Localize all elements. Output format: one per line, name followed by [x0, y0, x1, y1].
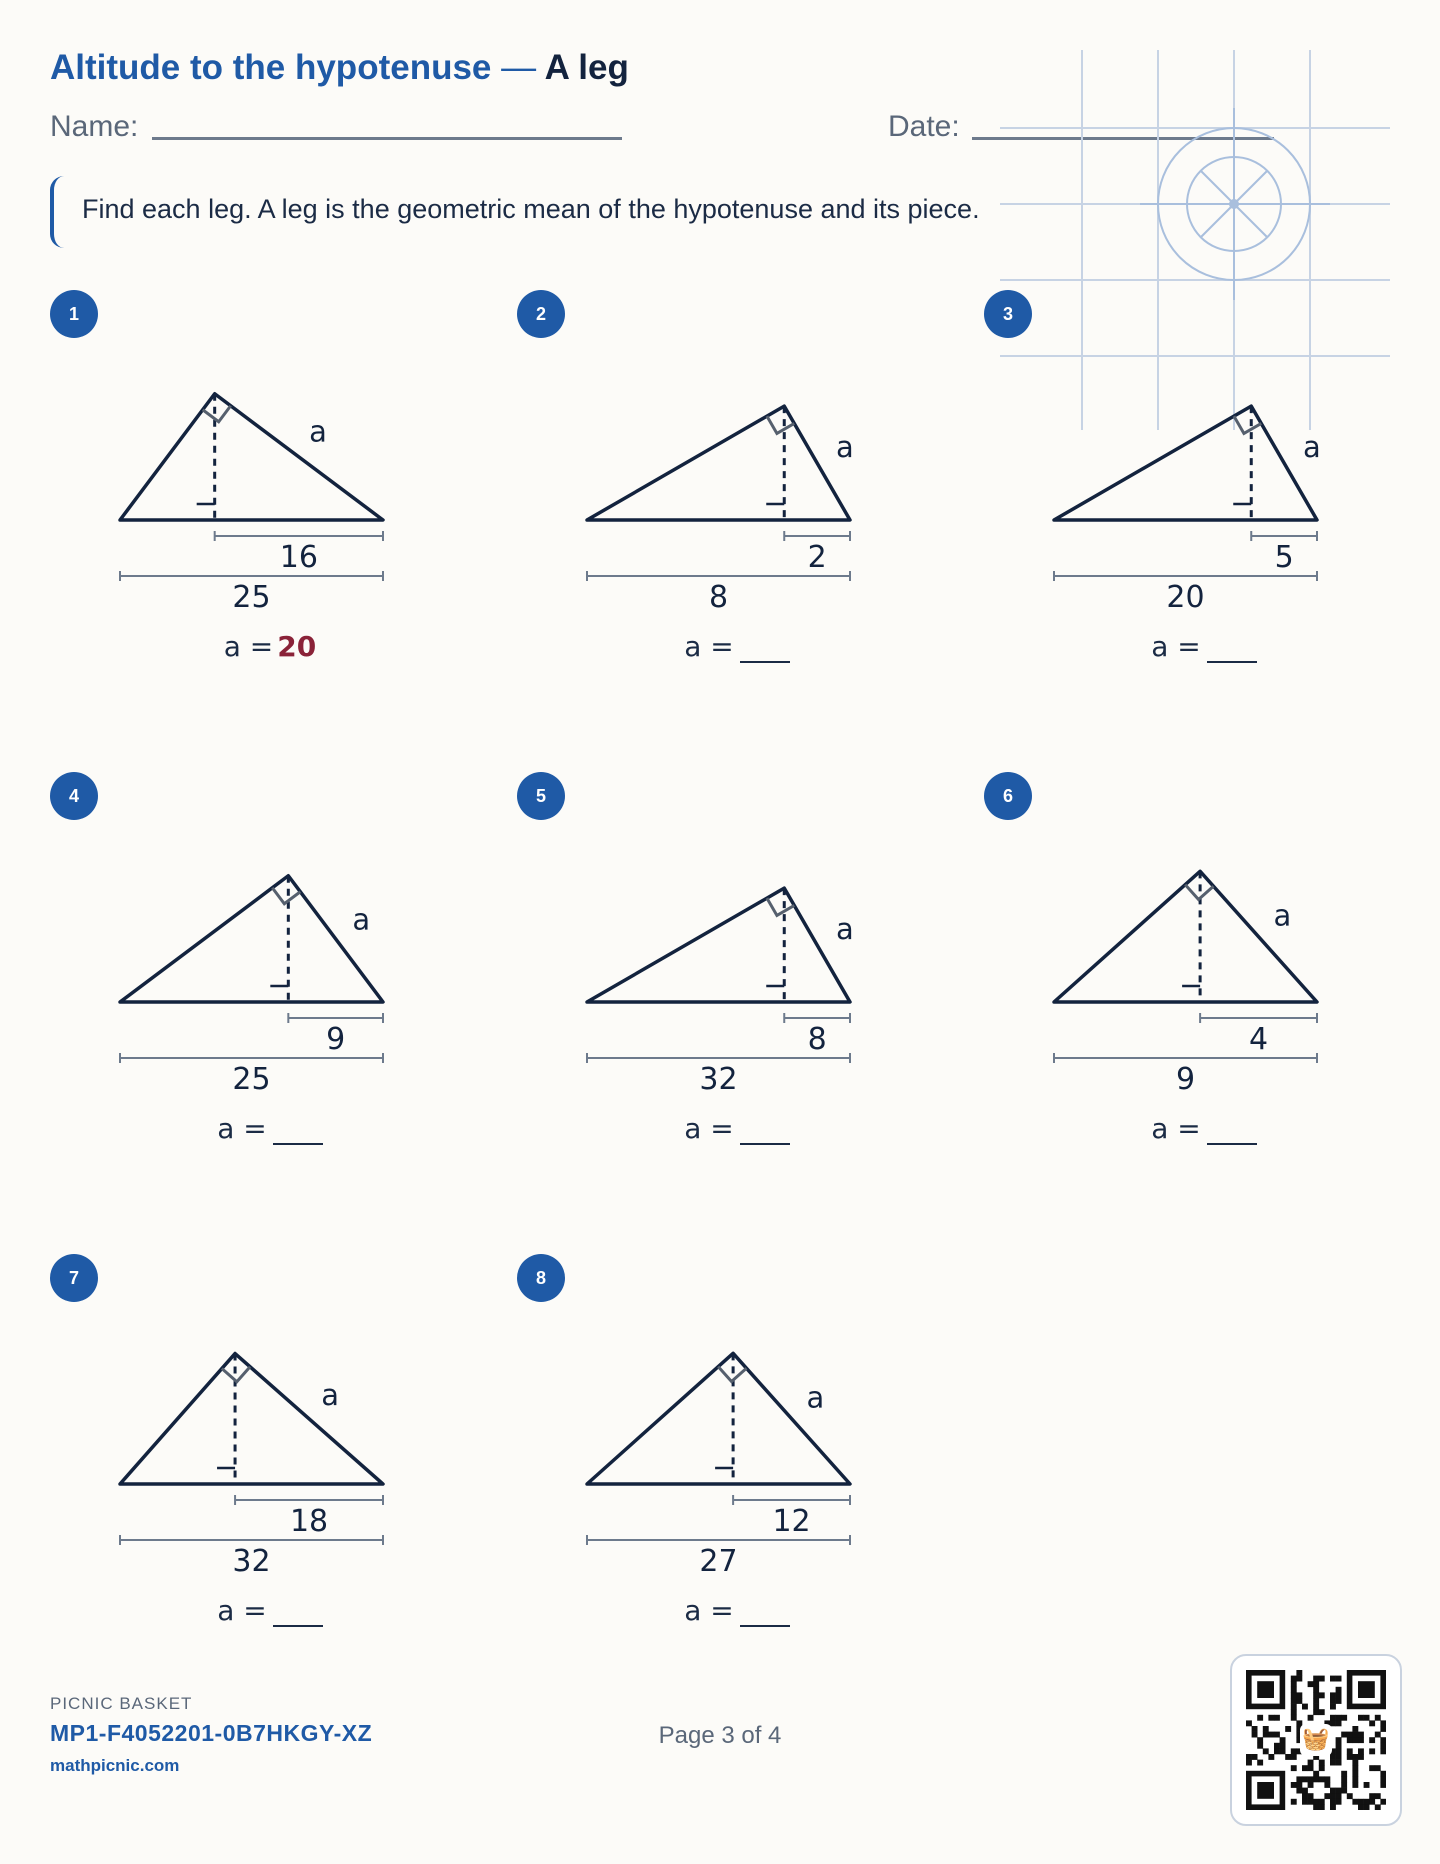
qr-code[interactable]: [1230, 1654, 1402, 1826]
problem-card: [517, 1254, 957, 1714]
footer-code: MP1-F4052201-0B7HKGY-XZ: [50, 1720, 373, 1746]
basket-icon: 🧺: [1300, 1724, 1332, 1756]
piece-length-label: 8: [807, 1022, 827, 1057]
name-label: Name:: [50, 110, 139, 143]
hypotenuse-length-label: 25: [232, 580, 271, 615]
answer-blank[interactable]: [740, 1595, 790, 1627]
triangle-figure: [50, 1254, 490, 1594]
piece-length-label: 4: [1249, 1022, 1269, 1057]
page-number: Page 3 of 4: [658, 1722, 782, 1749]
footer-url[interactable]: mathpicnic.com: [50, 1756, 180, 1775]
problem-card: [984, 290, 1424, 750]
answer-blank[interactable]: [740, 1113, 790, 1145]
leg-label: a: [806, 1380, 825, 1415]
apex-right-angle-marker: [203, 406, 231, 422]
hypotenuse-length-label: 9: [1175, 1062, 1196, 1097]
answer-label: a =: [684, 1112, 734, 1145]
right-triangle: [587, 888, 850, 1002]
answer-label: a =: [217, 1112, 267, 1145]
answer-blank[interactable]: [740, 631, 790, 663]
answer-label: a =: [223, 630, 274, 663]
triangle-figure: [984, 772, 1424, 1112]
title-main: Altitude to the hypotenuse: [50, 48, 492, 87]
answer-label: a =: [1151, 1112, 1201, 1145]
date-label: Date:: [888, 110, 960, 143]
right-triangle: [1054, 406, 1317, 520]
title-dash: —: [501, 48, 537, 87]
answer-row: [50, 1112, 490, 1145]
instruction-text: Find each leg. A leg is the geometric mean of the hypotenuse and its piece.: [82, 194, 980, 224]
piece-length-label: 18: [289, 1504, 329, 1539]
leg-label: a: [835, 912, 854, 947]
problem-number: 2: [517, 290, 565, 338]
piece-length-label: 5: [1274, 540, 1294, 575]
name-field[interactable]: [152, 137, 622, 140]
leg-label: a: [309, 414, 327, 449]
problem-number: 8: [517, 1254, 565, 1302]
leg-label: a: [352, 902, 371, 937]
answer-row: [50, 630, 490, 663]
worksheet-title: [50, 48, 629, 88]
right-triangle: [120, 394, 383, 520]
triangle-figure: [517, 1254, 957, 1594]
answer-row: [50, 1594, 490, 1627]
instruction-box: [50, 176, 1100, 248]
answer-blank[interactable]: [1207, 1113, 1257, 1145]
answer-row: [517, 1112, 957, 1145]
triangle-figure: [50, 290, 490, 630]
answer-row: [984, 1112, 1424, 1145]
problem-number: 1: [50, 290, 98, 338]
piece-length-label: 16: [279, 540, 318, 575]
hypotenuse-length-label: 32: [699, 1062, 738, 1097]
answer-blank[interactable]: [273, 1595, 323, 1627]
instruction-bracket: [50, 176, 68, 248]
footer-brand: PICNIC BASKET: [50, 1694, 193, 1713]
problem-number: 5: [517, 772, 565, 820]
problem-number: 7: [50, 1254, 98, 1302]
answer-label: a =: [217, 1594, 267, 1627]
triangle-figure: [517, 290, 957, 630]
problem-card: [50, 772, 490, 1232]
answer-row: [517, 1594, 957, 1627]
right-triangle: [120, 876, 383, 1002]
leg-label: a: [1273, 898, 1292, 933]
right-triangle: [587, 406, 850, 520]
leg-label: a: [1302, 430, 1321, 465]
triangle-figure: [517, 772, 957, 1112]
leg-label: a: [835, 430, 854, 465]
triangle-figure: [50, 772, 490, 1112]
piece-length-label: 2: [807, 540, 827, 575]
hypotenuse-length-label: 32: [232, 1544, 271, 1579]
hypotenuse-length-label: 27: [699, 1544, 738, 1579]
answer-blank[interactable]: [273, 1113, 323, 1145]
problem-number: 4: [50, 772, 98, 820]
problem-card: [50, 1254, 490, 1714]
answer-label: a =: [684, 630, 734, 663]
right-triangle: [587, 1353, 850, 1484]
problem-card: [50, 290, 490, 750]
answer-row: [517, 630, 957, 663]
title-sub: A leg: [544, 48, 629, 87]
problem-card: [984, 772, 1424, 1232]
problem-card: [517, 772, 957, 1232]
right-triangle: [120, 1354, 383, 1484]
answer-label: a =: [684, 1594, 734, 1627]
answer-row: [984, 630, 1424, 663]
leg-label: a: [321, 1377, 340, 1412]
apex-right-angle-marker: [272, 888, 300, 904]
right-triangle: [1054, 871, 1317, 1002]
problem-number: 6: [984, 772, 1032, 820]
answer-blank[interactable]: [1207, 631, 1257, 663]
hypotenuse-length-label: 25: [232, 1062, 271, 1097]
hypotenuse-length-label: 20: [1166, 580, 1205, 615]
triangle-figure: [984, 290, 1424, 630]
problem-number: 3: [984, 290, 1032, 338]
hypotenuse-length-label: 8: [708, 580, 729, 615]
answer-value: 20: [277, 630, 317, 663]
piece-length-label: 9: [326, 1022, 346, 1057]
problem-card: [517, 290, 957, 750]
answer-label: a =: [1151, 630, 1201, 663]
piece-length-label: 12: [772, 1504, 811, 1539]
